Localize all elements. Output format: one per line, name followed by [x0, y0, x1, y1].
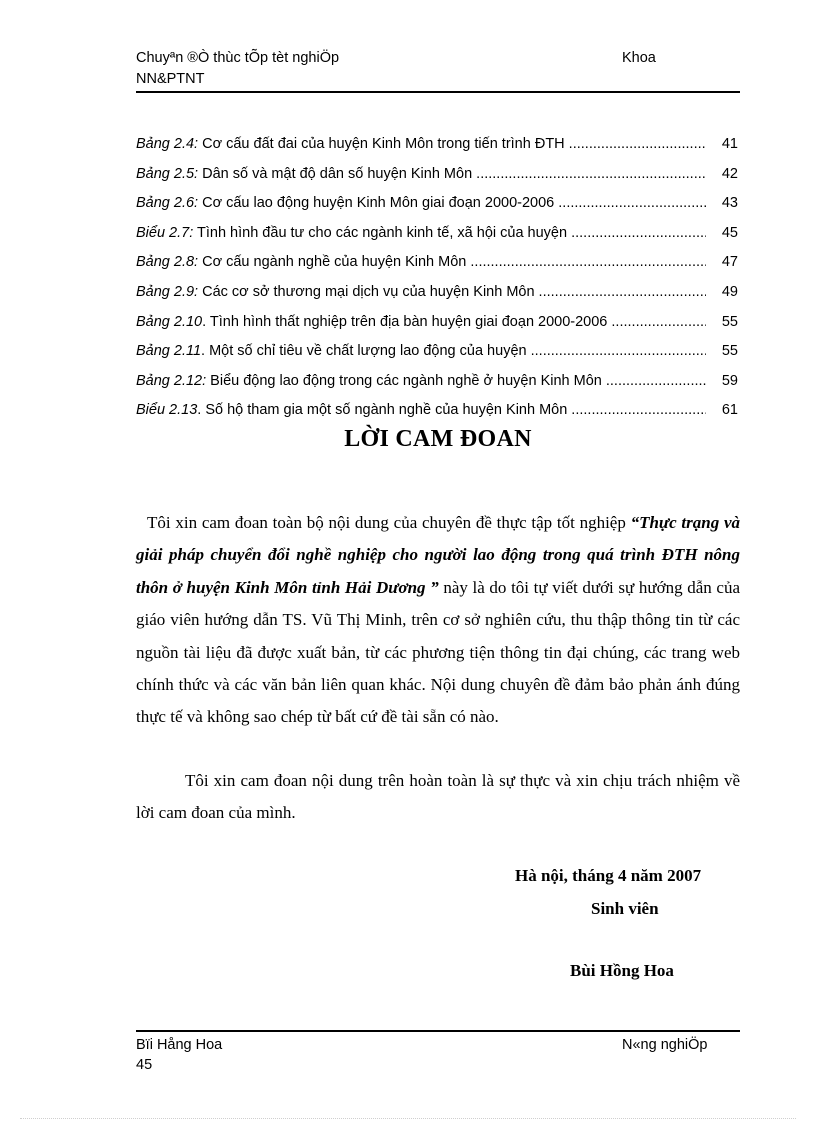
list-item-text: Dân số và mật độ dân số huyện Kinh Môn — [198, 165, 473, 182]
declaration-paragraph — [136, 507, 740, 734]
list-item-text: Cơ cấu lao động huyện Kinh Môn giai đoạn 2000-2006 — [198, 195, 555, 212]
list-item-text: Cơ cấu ngành nghề của huyện Kinh Môn — [198, 254, 467, 271]
header-left-text: Chuyªn ®Ò thùc tÕp tèt nghiÖp — [136, 50, 340, 66]
list-item-text: Các cơ sở thương mại dịch vụ của huyện Kinh Môn — [198, 283, 535, 300]
signature-name: Bùi Hồng Hoa — [570, 961, 674, 980]
list-item-page: 55 — [721, 343, 738, 360]
page-header — [136, 50, 740, 66]
footer-rule — [136, 1030, 740, 1032]
list-item-page: 47 — [721, 254, 738, 271]
list-item-label: Bảng 2.8: — [136, 254, 199, 271]
footer-left-text: Bïi Hång Hoa — [136, 1037, 223, 1053]
list-item — [136, 367, 740, 397]
list-item — [136, 189, 740, 219]
list-item-text: Cơ cấu đất đai của huyện Kinh Môn trong tiến trình ĐTH — [198, 136, 565, 152]
list-item — [136, 219, 740, 249]
list-item-text: Tình hình đầu tư cho các ngành kinh tế, xã hội của huyện — [193, 224, 568, 241]
page-footer — [136, 1037, 740, 1053]
table-list — [136, 130, 740, 426]
signature-role: Sinh viên — [591, 899, 659, 918]
list-item — [136, 396, 740, 426]
declaration-text-start: Tôi xin cam đoan toàn bộ nội dung của chuyên đề thực tập tốt nghiệp — [147, 513, 631, 532]
list-item-label: Bảng 2.10 — [136, 313, 203, 330]
list-item — [136, 337, 740, 367]
list-item — [136, 160, 740, 190]
list-item-page: 59 — [721, 372, 738, 389]
page-number: 45 — [136, 1057, 153, 1073]
list-item-label: Bảng 2.4: — [136, 136, 199, 152]
list-item-page: 45 — [721, 224, 738, 241]
list-item-label: Bảng 2.11 — [136, 343, 202, 360]
list-item — [136, 308, 740, 338]
list-item — [136, 130, 740, 160]
list-item-label: Bảng 2.12: — [136, 372, 207, 389]
list-item-label: Biểu 2.7: — [136, 224, 194, 241]
page-title: LỜI CAM ĐOAN — [344, 426, 532, 452]
list-item-page: 49 — [721, 283, 738, 300]
list-item-page: 41 — [721, 136, 738, 152]
signature-date: Hà nội, tháng 4 năm 2007 — [515, 866, 702, 885]
list-item-page: 43 — [721, 195, 738, 212]
list-item-text: . Tình hình thất nghiệp trên địa bàn huyện giai đoạn 2000-2006 — [202, 313, 608, 330]
list-item-page: 55 — [721, 313, 738, 330]
list-item-label: Bảng 2.6: — [136, 195, 199, 212]
thesis-title: “Thực trạng và giải pháp chuyển đổi nghề nghiệp cho người lao động trong quá trình ĐTH nông thôn ở huyện Kinh Môn tỉnh Hải Dương ” — [136, 513, 740, 597]
list-item — [136, 278, 740, 308]
footer-right-text: N«ng nghiÖp — [622, 1037, 708, 1053]
list-item-page: 61 — [721, 402, 738, 419]
declaration-text-end: này là do tôi tự viết dưới sự hướng dẫn của giáo viên hướng dẫn TS. Vũ Thị Minh, trên cơ sở nghiên cứu, thu thập thông tin từ các nguồn tài liệu đã được xuất bản, từ các phương tiện thông tin đại chúng, các trang web chính thức và các văn bản liên quan khác. Nội dung chuyên đề đảm bảo phản ánh đúng thực tế và không sao chép từ bất cứ đề tài sẵn có nào. — [136, 577, 740, 727]
page-edge-divider — [20, 1118, 796, 1119]
list-item-page: 42 — [721, 165, 738, 182]
header-rule — [136, 91, 740, 93]
responsibility-paragraph: Tôi xin cam đoan nội dung trên hoàn toàn là sự thực và xin chịu trách nhiệm về lời cam đoan của mình. — [136, 771, 740, 823]
list-item-text: . Số hộ tham gia một số ngành nghề của huyện Kinh Môn — [197, 402, 568, 419]
list-item-text: Biểu động lao động trong các ngành nghề ở huyện Kinh Môn — [206, 372, 602, 389]
header-second-line: NN&PTNT — [136, 71, 205, 87]
list-item-text: . Một số chỉ tiêu về chất lượng lao động của huyện — [201, 343, 527, 360]
header-right-text: Khoa — [622, 50, 656, 66]
list-item-label: Bảng 2.5: — [136, 165, 199, 182]
list-item-label: Biểu 2.13 — [136, 402, 198, 419]
list-item — [136, 248, 740, 278]
list-item-label: Bảng 2.9: — [136, 283, 199, 300]
